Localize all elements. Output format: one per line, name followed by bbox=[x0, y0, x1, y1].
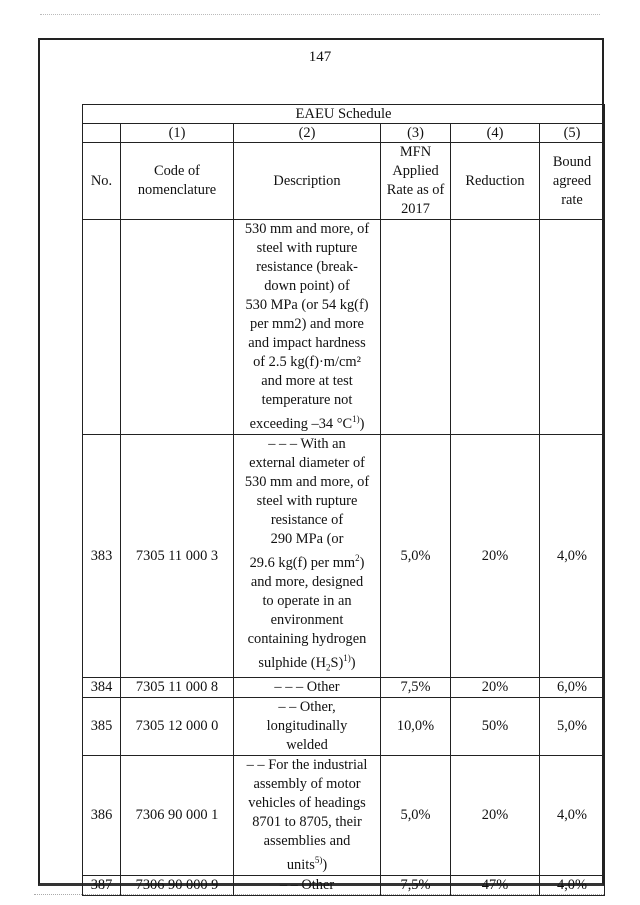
table-title: EAEU Schedule bbox=[83, 105, 605, 124]
footnote-ref: 1) bbox=[352, 414, 360, 424]
table-row-continuation bbox=[83, 220, 605, 435]
header-row bbox=[83, 143, 605, 220]
description-line bbox=[237, 649, 377, 678]
description-text: S) bbox=[330, 654, 344, 671]
description-line: 530 mm and more, of bbox=[244, 221, 370, 237]
cell-description: – – Other bbox=[234, 876, 381, 896]
header-description: Description bbox=[234, 143, 381, 220]
scan-edge-top bbox=[40, 14, 600, 15]
description-line: welded bbox=[286, 737, 328, 754]
table-row bbox=[83, 876, 605, 896]
column-number: (2) bbox=[234, 124, 381, 143]
table-row bbox=[83, 698, 605, 756]
cell-code: 7306 90 000 9 bbox=[121, 876, 234, 896]
description-line: resistance (break- bbox=[256, 259, 358, 275]
cell-bound-rate bbox=[540, 220, 605, 435]
table-row bbox=[83, 434, 605, 677]
description-text: ) bbox=[359, 415, 365, 432]
cell-mfn-rate: 7,5% bbox=[381, 876, 451, 896]
description-text: ) bbox=[350, 654, 356, 671]
cell-bound-rate: 6,0% bbox=[540, 678, 605, 698]
description-line: – – – With an bbox=[268, 435, 346, 452]
cell-no: 384 bbox=[83, 678, 121, 698]
superscript: 2 bbox=[355, 552, 360, 563]
eaeu-schedule-table bbox=[82, 104, 605, 896]
cell-description bbox=[234, 220, 381, 435]
column-number: (1) bbox=[121, 124, 234, 143]
description-text: exceeding –34 °C bbox=[249, 415, 353, 432]
description-line: 8701 to 8705, their bbox=[252, 814, 362, 831]
table-title-row bbox=[83, 105, 605, 124]
description-line: to operate in an bbox=[262, 592, 352, 609]
description-line: down point) of bbox=[264, 278, 350, 294]
subscript: 2 bbox=[325, 662, 331, 673]
cell-reduction: 20% bbox=[451, 756, 540, 876]
description-line: external diameter of bbox=[249, 454, 365, 471]
cell-bound-rate: 4,0% bbox=[540, 434, 605, 677]
description-line: steel with rupture bbox=[256, 240, 358, 256]
cell-code: 7305 11 000 8 bbox=[121, 678, 234, 698]
cell-bound-rate: 5,0% bbox=[540, 698, 605, 756]
description-line: environment bbox=[270, 611, 344, 628]
description-line: and impact hardness bbox=[248, 335, 366, 351]
cell-reduction: 47% bbox=[451, 876, 540, 896]
cell-no: 383 bbox=[83, 434, 121, 677]
cell-bound-rate: 4,0% bbox=[540, 756, 605, 876]
cell-code: 7305 12 000 0 bbox=[121, 698, 234, 756]
cell-no: 387 bbox=[83, 876, 121, 896]
cell-reduction bbox=[451, 220, 540, 435]
cell-code bbox=[121, 220, 234, 435]
cell-no bbox=[83, 220, 121, 435]
description-line: 530 MPa (or 54 kg(f) bbox=[245, 297, 369, 313]
description-text: ) bbox=[322, 857, 328, 874]
description-line: vehicles of headings bbox=[248, 795, 366, 812]
column-number: (5) bbox=[540, 124, 605, 143]
header-bound-rate: Bound agreed rate bbox=[540, 143, 605, 220]
header-no: No. bbox=[83, 143, 121, 220]
cell-code: 7306 90 000 1 bbox=[121, 756, 234, 876]
cell-mfn-rate bbox=[381, 220, 451, 435]
header-code: Code of nomenclature bbox=[121, 143, 234, 220]
column-number-row bbox=[83, 124, 605, 143]
description-line: – – Other, bbox=[278, 699, 336, 716]
cell-no: 386 bbox=[83, 756, 121, 876]
footnote-ref: 1) bbox=[343, 652, 351, 663]
cell-code: 7305 11 000 3 bbox=[121, 434, 234, 677]
cell-description bbox=[234, 434, 381, 677]
header-reduction: Reduction bbox=[451, 143, 540, 220]
cell-mfn-rate: 7,5% bbox=[381, 678, 451, 698]
column-number-blank bbox=[83, 124, 121, 143]
cell-mfn-rate: 5,0% bbox=[381, 434, 451, 677]
description-line: steel with rupture bbox=[256, 492, 358, 509]
cell-description bbox=[234, 698, 381, 756]
cell-reduction: 50% bbox=[451, 698, 540, 756]
description-line: 530 mm and more, of bbox=[244, 473, 370, 490]
description-text: units bbox=[286, 857, 315, 874]
description-line: and more at test bbox=[261, 373, 353, 389]
cell-bound-rate: 4,0% bbox=[540, 876, 605, 896]
description-text: sulphide (H bbox=[258, 654, 326, 671]
table-row bbox=[83, 756, 605, 876]
header-mfn-rate: MFN Applied Rate as of 2017 bbox=[381, 143, 451, 220]
column-number: (4) bbox=[451, 124, 540, 143]
description-line bbox=[237, 851, 377, 875]
description-line: of 2.5 kg(f)·m/cm² bbox=[253, 354, 361, 370]
cell-description bbox=[234, 756, 381, 876]
column-number: (3) bbox=[381, 124, 451, 143]
description-line bbox=[237, 410, 377, 434]
description-line: per mm2) and more bbox=[250, 316, 364, 332]
description-line: temperature not bbox=[261, 392, 353, 408]
footnote-ref: 5) bbox=[314, 855, 323, 866]
description-line bbox=[237, 549, 377, 573]
description-text: 29.6 kg(f) per mm bbox=[249, 554, 356, 571]
cell-mfn-rate: 10,0% bbox=[381, 698, 451, 756]
table-row bbox=[83, 678, 605, 698]
description-line: – – For the industrial bbox=[246, 757, 368, 774]
description-line: containing hydrogen bbox=[247, 630, 367, 647]
cell-mfn-rate: 5,0% bbox=[381, 756, 451, 876]
description-text: ) bbox=[359, 554, 365, 571]
cell-no: 385 bbox=[83, 698, 121, 756]
description-line: and more, designed bbox=[250, 573, 364, 590]
description-line: assembly of motor bbox=[253, 776, 361, 793]
page-number: 147 bbox=[308, 49, 332, 65]
cell-reduction: 20% bbox=[451, 434, 540, 677]
cell-reduction: 20% bbox=[451, 678, 540, 698]
description-line: 290 MPa (or bbox=[270, 530, 344, 547]
description-line: longitudinally bbox=[266, 718, 348, 735]
cell-description: – – – Other bbox=[234, 678, 381, 698]
description-line: assemblies and bbox=[263, 833, 351, 850]
description-line: resistance of bbox=[270, 511, 344, 528]
